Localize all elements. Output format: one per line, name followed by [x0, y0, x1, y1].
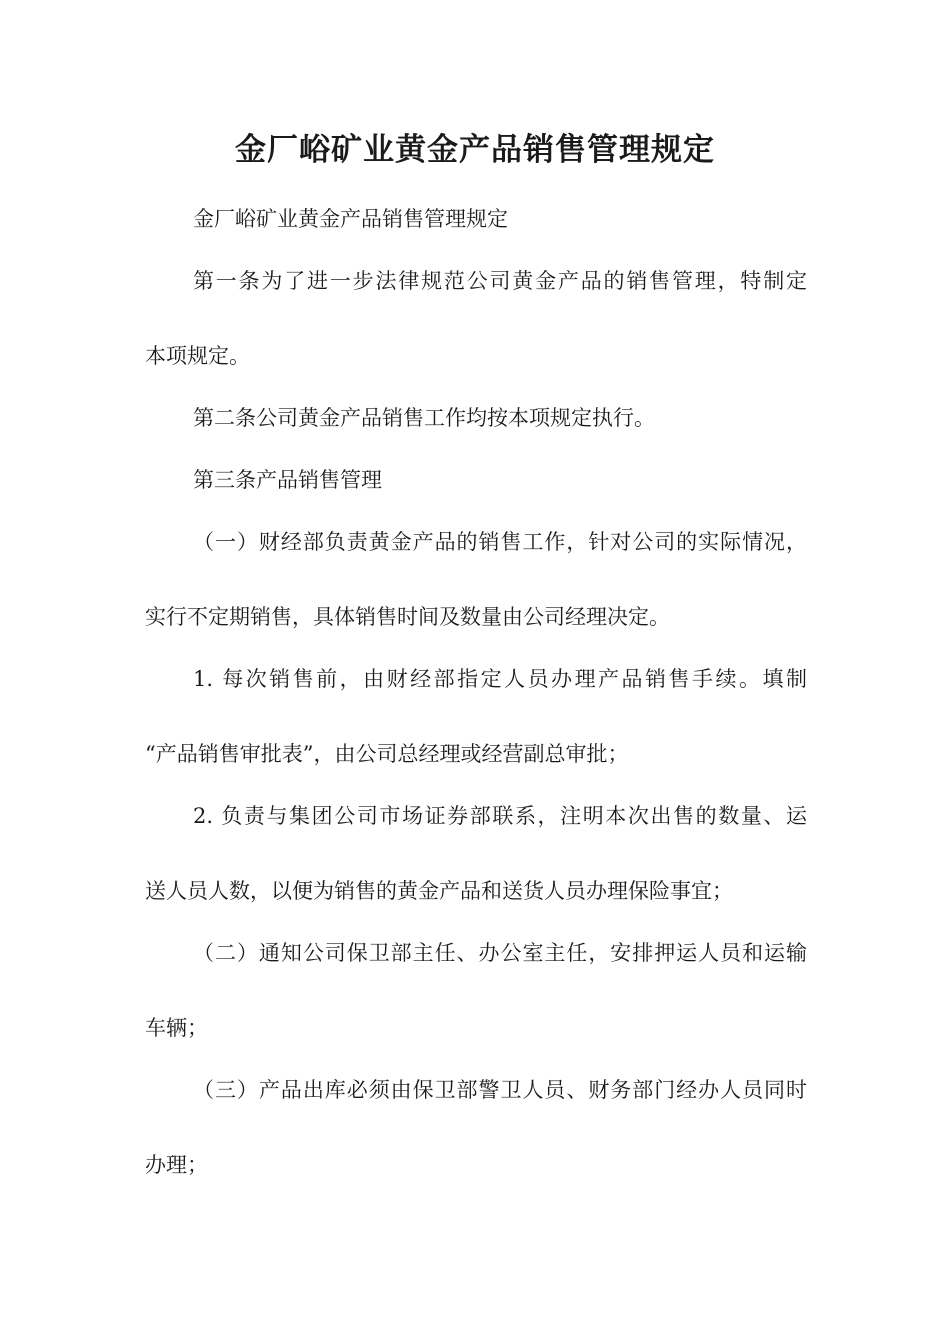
paragraph-line: 送人员人数，以便为销售的黄金产品和送货人员办理保险事宜；: [145, 879, 733, 903]
paragraph-line: （二）通知公司保卫部主任、办公室主任，安排押运人员和运输: [193, 941, 807, 965]
paragraph-line: 办理；: [145, 1153, 208, 1177]
document-title: 金厂峪矿业黄金产品销售管理规定: [235, 132, 715, 168]
paragraph-line: 1. 每次销售前，由财经部指定人员办理产品销售手续。填制: [193, 667, 807, 691]
paragraph-line: 实行不定期销售，具体销售时间及数量由公司经理决定。: [145, 605, 670, 629]
paragraph-line: 第三条产品销售管理: [193, 468, 382, 492]
paragraph-line: 第二条公司黄金产品销售工作均按本项规定执行。: [193, 406, 655, 430]
paragraph-line: （三）产品出库必须由保卫部警卫人员、财务部门经办人员同时: [193, 1078, 807, 1102]
paragraph-line: 本项规定。: [145, 344, 250, 368]
paragraph-line: “产品销售审批表”，由公司总经理或经营副总审批；: [145, 742, 629, 766]
paragraph-line: 金厂峪矿业黄金产品销售管理规定: [193, 207, 508, 231]
paragraph-line: 2. 负责与集团公司市场证券部联系，注明本次出售的数量、运: [193, 804, 807, 828]
paragraph-line: 第一条为了进一步法律规范公司黄金产品的销售管理，特制定: [193, 269, 807, 293]
paragraph-line: （一）财经部负责黄金产品的销售工作，针对公司的实际情况，: [193, 530, 807, 554]
paragraph-line: 车辆；: [145, 1016, 208, 1040]
